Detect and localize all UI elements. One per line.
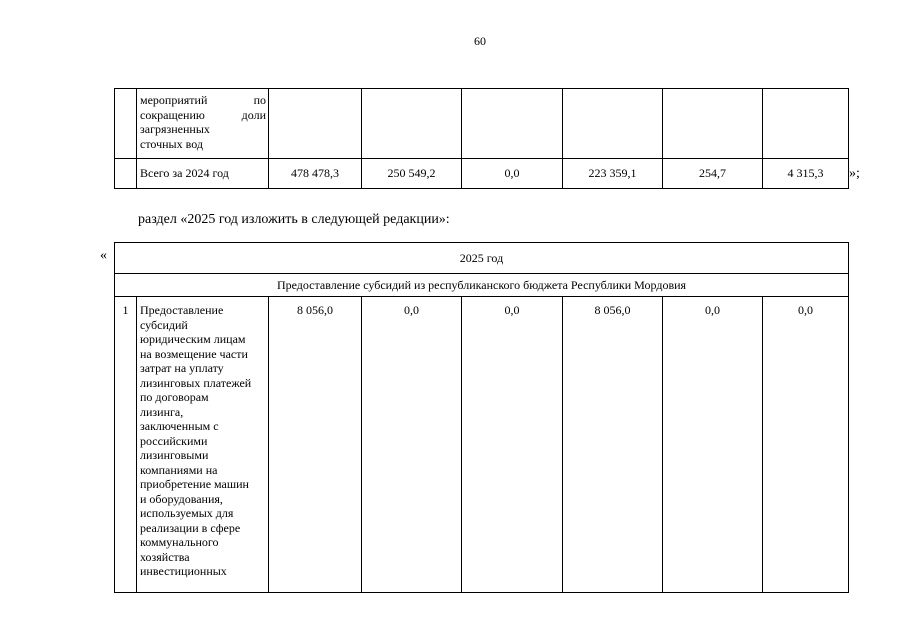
value-cell: 8 056,0 — [269, 297, 362, 593]
desc-line: заключенным с — [140, 419, 219, 433]
value-cell: 0,0 — [362, 297, 462, 593]
value-cell: 0,0 — [462, 297, 563, 593]
value-cell: 0,0 — [663, 297, 763, 593]
total-label: Всего за 2024 год — [137, 159, 269, 189]
total-value: 0,0 — [462, 159, 563, 189]
table-row — [115, 89, 849, 159]
closing-quote: »; — [849, 166, 860, 181]
activity-line: загрязненных — [140, 122, 210, 136]
desc-line: реализации в сфере — [140, 520, 241, 535]
desc-line: субсидий — [140, 317, 188, 332]
continuation-table — [114, 88, 849, 189]
activity-line: сокращению доли — [140, 107, 266, 122]
intro-text: раздел «2025 год изложить в следующей редакции»: — [138, 212, 450, 227]
desc-line: по договорам — [140, 390, 209, 404]
desc-line: коммунального — [140, 535, 219, 549]
desc-line: хозяйства — [140, 549, 190, 564]
desc-line: лизинговых платежей — [140, 375, 252, 390]
desc-line: лизинговыми — [140, 448, 209, 462]
value-cell: 0,0 — [763, 297, 849, 593]
activity-line: сточных вод — [140, 136, 203, 151]
opening-quote: « — [100, 248, 107, 263]
desc-line: российскими — [140, 433, 208, 448]
desc-line: Предоставление — [140, 303, 224, 317]
desc-line: затрат на уплату — [140, 361, 224, 375]
total-value: 223 359,1 — [563, 159, 663, 189]
table-row — [115, 297, 849, 593]
desc-line: лизинга, — [140, 404, 184, 419]
total-value: 254,7 — [663, 159, 763, 189]
activity-cell — [137, 89, 269, 159]
total-value: 250 549,2 — [362, 159, 462, 189]
desc-line: юридическим лицам — [140, 332, 246, 346]
desc-line: используемых для — [140, 506, 234, 520]
value-cell: 8 056,0 — [563, 297, 663, 593]
row-number-cell — [115, 89, 137, 159]
desc-line: и оборудования, — [140, 491, 223, 506]
year-header: 2025 год — [115, 243, 849, 274]
page-number: 60 — [474, 34, 486, 48]
total-value: 478 478,3 — [269, 159, 362, 189]
desc-line: инвестиционных — [140, 564, 227, 578]
section-subheader: Предоставление субсидий из республиканского бюджета Республики Мордовия — [115, 274, 849, 297]
description-cell — [137, 297, 269, 593]
activity-line: мероприятий по — [140, 93, 266, 107]
desc-line: приобретение машин — [140, 477, 249, 491]
desc-line: компаниями на — [140, 462, 218, 477]
total-value: 4 315,3 — [763, 159, 849, 189]
table-2025 — [114, 242, 849, 593]
row-number: 1 — [115, 297, 137, 593]
desc-line: на возмещение части — [140, 346, 248, 361]
total-row — [115, 159, 849, 189]
